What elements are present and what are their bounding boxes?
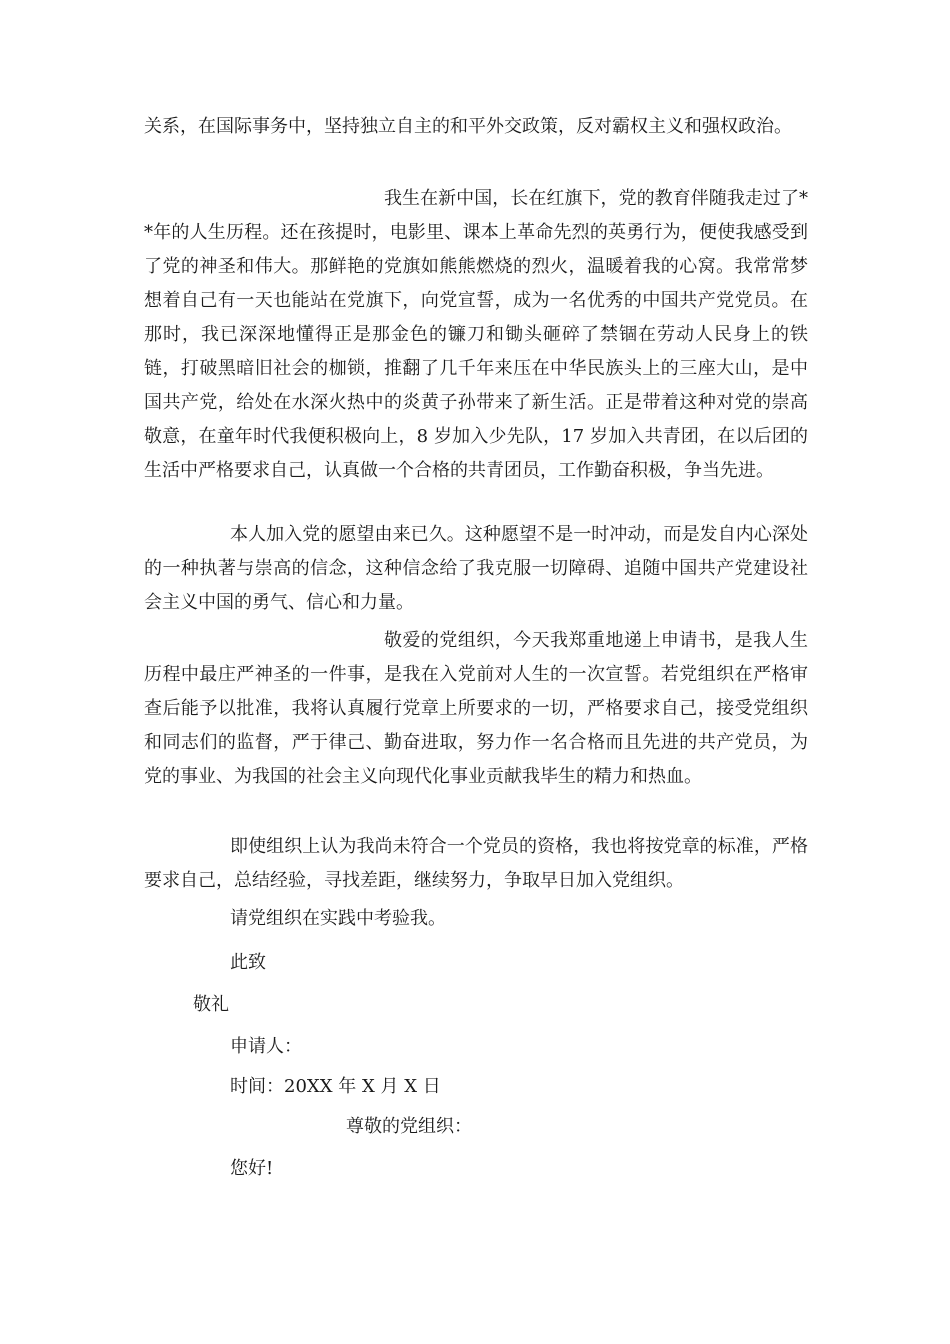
date-line: 时间：20XX 年 X 月 X 日 [230, 1076, 441, 1097]
applicant-line: 申请人： [230, 1036, 302, 1057]
closing-jingli: 敬礼 [193, 994, 229, 1015]
paragraph-intro: 关系，在国际事务中，坚持独立自主的和平外交政策，反对霸权主义和强权政治。 [144, 116, 792, 137]
paragraph-even-if: 即使组织上认为我尚未符合一个党员的资格，我也将按党章的标准，严格要求自己，总结经验，寻找差距，继续努力，争取早日加入党组织。 [144, 836, 808, 891]
greeting-line: 您好! [230, 1158, 274, 1179]
paragraph-wish: 本人加入党的愿望由来已久。这种愿望不是一时冲动，而是发自内心深处的一种执著与崇高的信念，这种信念给了我克服一切障碍、追随中国共产党建设社会主义中国的勇气、信心和力量。 [144, 524, 808, 613]
paragraph-dear-party: 敬爱的党组织，今天我郑重地递上申请书，是我人生历程中最庄严神圣的一件事，是我在入党前对人生的一次宣誓。若党组织在严格审查后能予以批准，我将认真履行党章上所要求的一切，严格要求自己，接受党组织和同志们的监督，严于律己、勤奋进取，努力作一名合格而且先进的共产党员，为党的事业、为我国的社会主义向现代化事业贡献我毕生的精力和热血。 [144, 630, 808, 787]
closing-cizhi: 此致 [230, 952, 266, 973]
salutation-line: 尊敬的党组织： [346, 1116, 472, 1137]
closing-request: 请党组织在实践中考验我。 [230, 908, 446, 929]
paragraph-born: 我生在新中国，长在红旗下，党的教育伴随我走过了**年的人生历程。还在孩提时，电影里、课本上革命先烈的英勇行为，便使我感受到了党的神圣和伟大。那鲜艳的党旗如熊熊燃烧的烈火，温暖着我的心窝。我常常梦想着自己有一天也能站在党旗下，向党宣誓，成为一名优秀的中国共产党党员。在那时，我已深深地懂得正是那金色的镰刀和锄头砸碎了禁锢在劳动人民身上的铁链，打破黑暗旧社会的枷锁，推翻了几千年来压在中华民族头上的三座大山，是中国共产党，给处在水深火热中的炎黄子孙带来了新生活。正是带着这种对党的崇高敬意，在童年时代我便积极向上，8 岁加入少先队，17 岁加入共青团，在以后团的生活中严格要求自己，认真做一个合格的共青团员，工作勤奋积极，争当先进。 [144, 188, 808, 481]
